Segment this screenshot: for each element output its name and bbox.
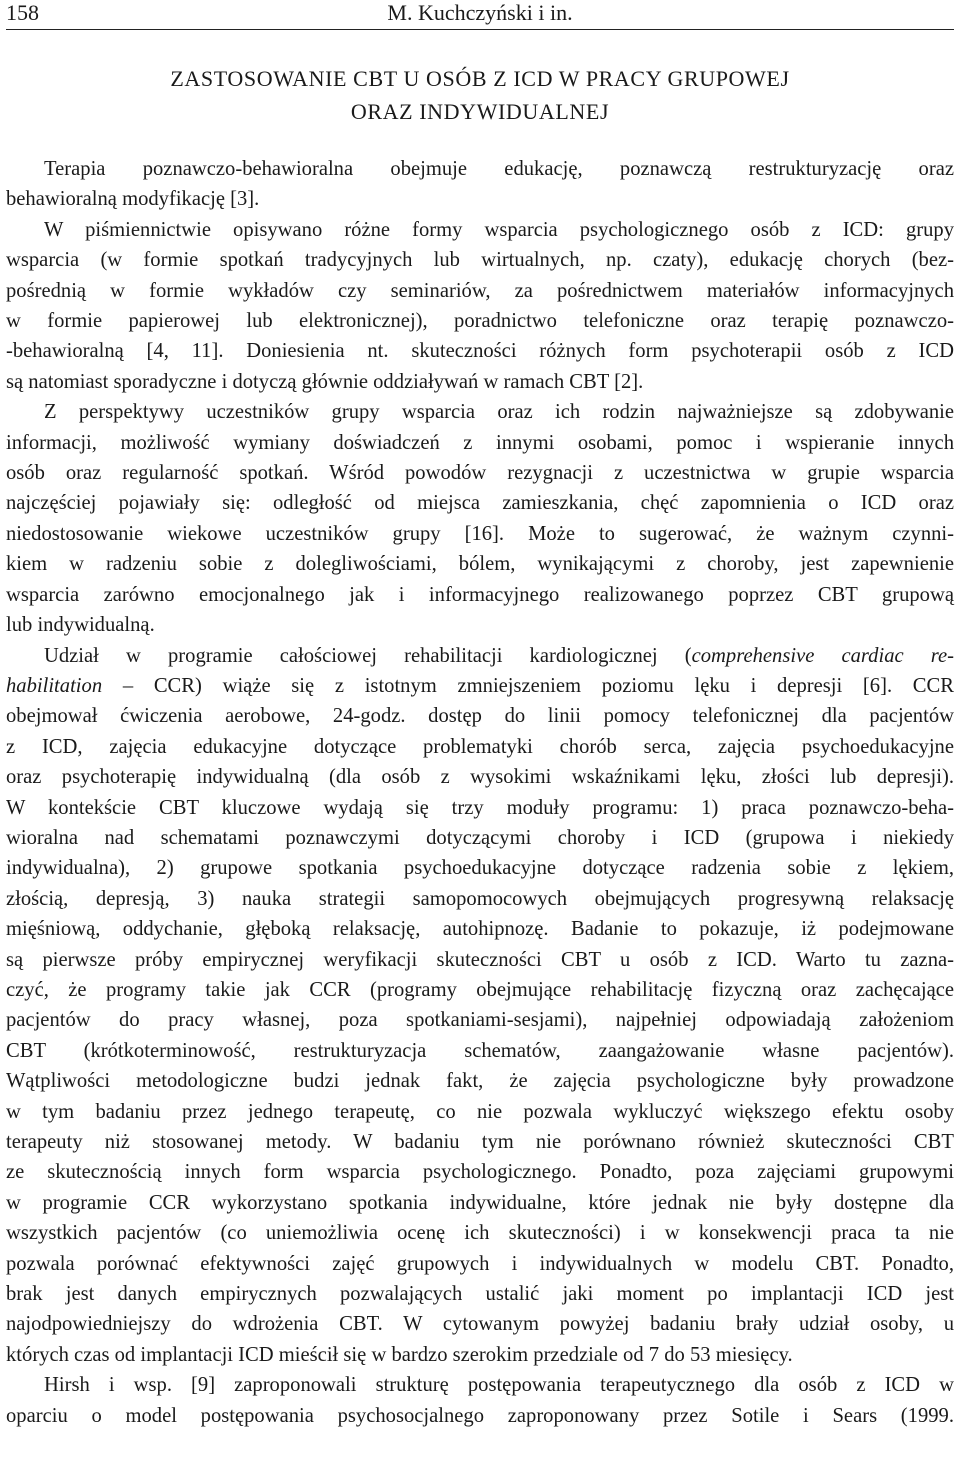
text-line: -behawioralną [4, 11]. Doniesienia nt. skuteczności różnych form psychoterapii osób z ICD	[6, 340, 954, 363]
text-line: najczęściej pojawiały się: odległość od miejsca zamieszkania, chęć zapomnienia o ICD oraz	[6, 492, 954, 515]
italic-term: habilitation	[6, 674, 103, 697]
text-line: złością, depresją, 3) nauka strategii samopomocowych obejmujących progresywną relaksację	[6, 887, 954, 910]
text-line: terapeuty niż stosowanej metody. W badaniu tym nie porównano również skuteczności CBT	[6, 1131, 954, 1153]
text-line: najodpowiedniejszy do wdrożenia CBT. W cytowanym powyżej badaniu brały udział osoby, u	[6, 1313, 954, 1336]
paragraph	[6, 397, 954, 640]
text-line	[6, 641, 954, 671]
running-header	[6, 0, 954, 30]
text-line: wszystkich pacjentów (co uniemożliwia ocenę ich skuteczności) i w konsekwencji praca ta nie	[6, 1222, 954, 1245]
section-heading	[6, 62, 954, 128]
paragraph	[6, 154, 954, 215]
text-line: niedostosowanie wiekowe uczestników grupy [16]. Może to sugerować, że ważnym czynni-	[6, 522, 954, 545]
text-line: Terapia poznawczo-behawioralna obejmuje edukację, poznawczą restrukturyzację oraz	[44, 158, 954, 180]
text-line: pośrednią w formie wykładów czy seminariów, za pośrednictwem materiałów informacyjnych	[6, 279, 954, 302]
text-line: wsparcia zarówno emocjonalnego jak i informacyjnego realizowanego poprzez CBT grupową	[6, 583, 954, 606]
text-line: brak jest danych empirycznych pozwalających ustalić jaki moment po implantacji ICD jest	[6, 1283, 954, 1306]
paragraph	[6, 641, 954, 1371]
text-line: są pierwsze próby empirycznej weryfikacji skuteczności CBT u osób z ICD. Warto tu zazna-	[6, 948, 954, 971]
section-heading-line: ORAZ INDYWIDUALNEJ	[350, 99, 610, 124]
text-line: z ICD, zajęcia edukacyjne dotyczące problematyki chorób serca, zajęcia psychoedukacyjne	[6, 735, 954, 758]
text-line	[6, 671, 954, 701]
page-number: 158	[6, 0, 39, 25]
text-line: Z perspektywy uczestników grupy wsparcia oraz ich rodzin najważniejsze są zdobywanie	[44, 401, 954, 424]
italic-term: comprehensive cardiac re-	[691, 644, 955, 667]
text-line: obejmował ćwiczenia aerobowe, 24-godz. dostęp do linii pomocy telefonicznej dla pacjentów	[6, 705, 954, 728]
section-heading-line: ZASTOSOWANIE CBT U OSÓB Z ICD W PRACY GRUPOWEJ	[170, 66, 790, 91]
text-line: wsparcia (w formie spotkań tradycyjnych lub wirtualnych, np. czaty), edukację chorych (bez-	[6, 249, 954, 272]
text-segment: – CCR) wiąże się z istotnym zmniejszeniem poziomu lęku i depresji [6]. CCR	[102, 674, 954, 697]
running-title: M. Kuchczyński i in.	[387, 0, 573, 25]
text-line: pozwala porównać efektywności zajęć grupowych i indywidualnych w modelu CBT. Ponadto,	[6, 1252, 954, 1275]
text-line: behawioralną modyfikację [3].	[6, 188, 260, 211]
text-line: w formie papierowej lub elektronicznej), poradnictwo telefoniczne oraz terapię poznawczo-	[6, 310, 954, 333]
text-line: W piśmiennictwie opisywano różne formy wsparcia psychologicznego osób z ICD: grupy	[44, 218, 954, 241]
text-line: w programie CCR wykorzystano spotkania indywidualne, które jednak nie były dostępne dla	[6, 1191, 954, 1214]
text-line: pacjentów do pracy własnej, poza spotkaniami-sesjami), najpełniej odpowiadają założeniom	[6, 1009, 954, 1032]
text-segment: Udział w programie całościowej rehabilitacji kardiologicznej (	[44, 644, 692, 667]
text-line: czyć, że programy takie jak CCR (programy obejmujące rehabilitację fizyczną oraz zachęcające	[6, 978, 954, 1001]
text-line: których czas od implantacji ICD mieścił się w bardzo szerokim przedziale od 7 do 53 miesięcy.	[6, 1343, 793, 1366]
text-line: indywidualna), 2) grupowe spotkania psychoedukacyjne dotyczące radzenia sobie z lękiem,	[6, 857, 954, 880]
text-line: są natomiast sporadyczne i dotyczą głównie oddziaływań w ramach CBT [2].	[6, 370, 644, 393]
paragraph	[6, 215, 954, 397]
text-line: w tym badaniu przez jednego terapeutę, co nie pozwala wykluczyć większego efektu osoby	[6, 1100, 954, 1123]
text-line: CBT (krótkoterminowość, restrukturyzacja schematów, zaangażowanie własne pacjentów).	[6, 1039, 954, 1062]
text-line: W kontekście CBT kluczowe wydają się trzy moduły programu: 1) praca poznawczo-beha-	[6, 796, 954, 819]
text-line: lub indywidualną.	[6, 614, 155, 637]
text-line: kiem w radzeniu sobie z dolegliwościami, bólem, wynikającymi z choroby, jest zapewnienie	[6, 553, 954, 576]
text-line: ze skutecznością innych form wsparcia psychologicznego. Ponadto, poza zajęciami grupowymi	[6, 1161, 954, 1184]
text-line: Wątpliwości metodologiczne budzi jednak fakt, że zajęcia psychologiczne były prowadzone	[6, 1070, 954, 1093]
paragraph	[6, 1370, 954, 1431]
text-line: oraz psychoterapię indywidualną (dla osób z wysokimi wskaźnikami lęku, złości lub depresji).	[6, 766, 954, 789]
text-line: informacji, możliwość wymiany doświadczeń z innymi osobami, pomoc i wspieranie innych	[6, 431, 954, 454]
text-line: oparciu o model postępowania psychosocjalnego zaproponowany przez Sotile i Sears (1999.	[6, 1404, 954, 1427]
text-line: mięśniową, oddychanie, głęboką relaksację, autohipnozę. Badanie to pokazuje, iż podejmowane	[6, 918, 954, 941]
text-line: wioralna nad schematami poznawczymi dotyczącymi choroby i ICD (grupowa i niekiedy	[6, 826, 954, 849]
text-line: Hirsh i wsp. [9] zaproponowali strukturę postępowania terapeutycznego dla osób z ICD w	[44, 1374, 954, 1397]
body-text	[6, 154, 954, 1431]
text-line: osób oraz regularność spotkań. Wśród powodów rezygnacji z uczestnictwa w grupie wsparcia	[6, 462, 954, 485]
